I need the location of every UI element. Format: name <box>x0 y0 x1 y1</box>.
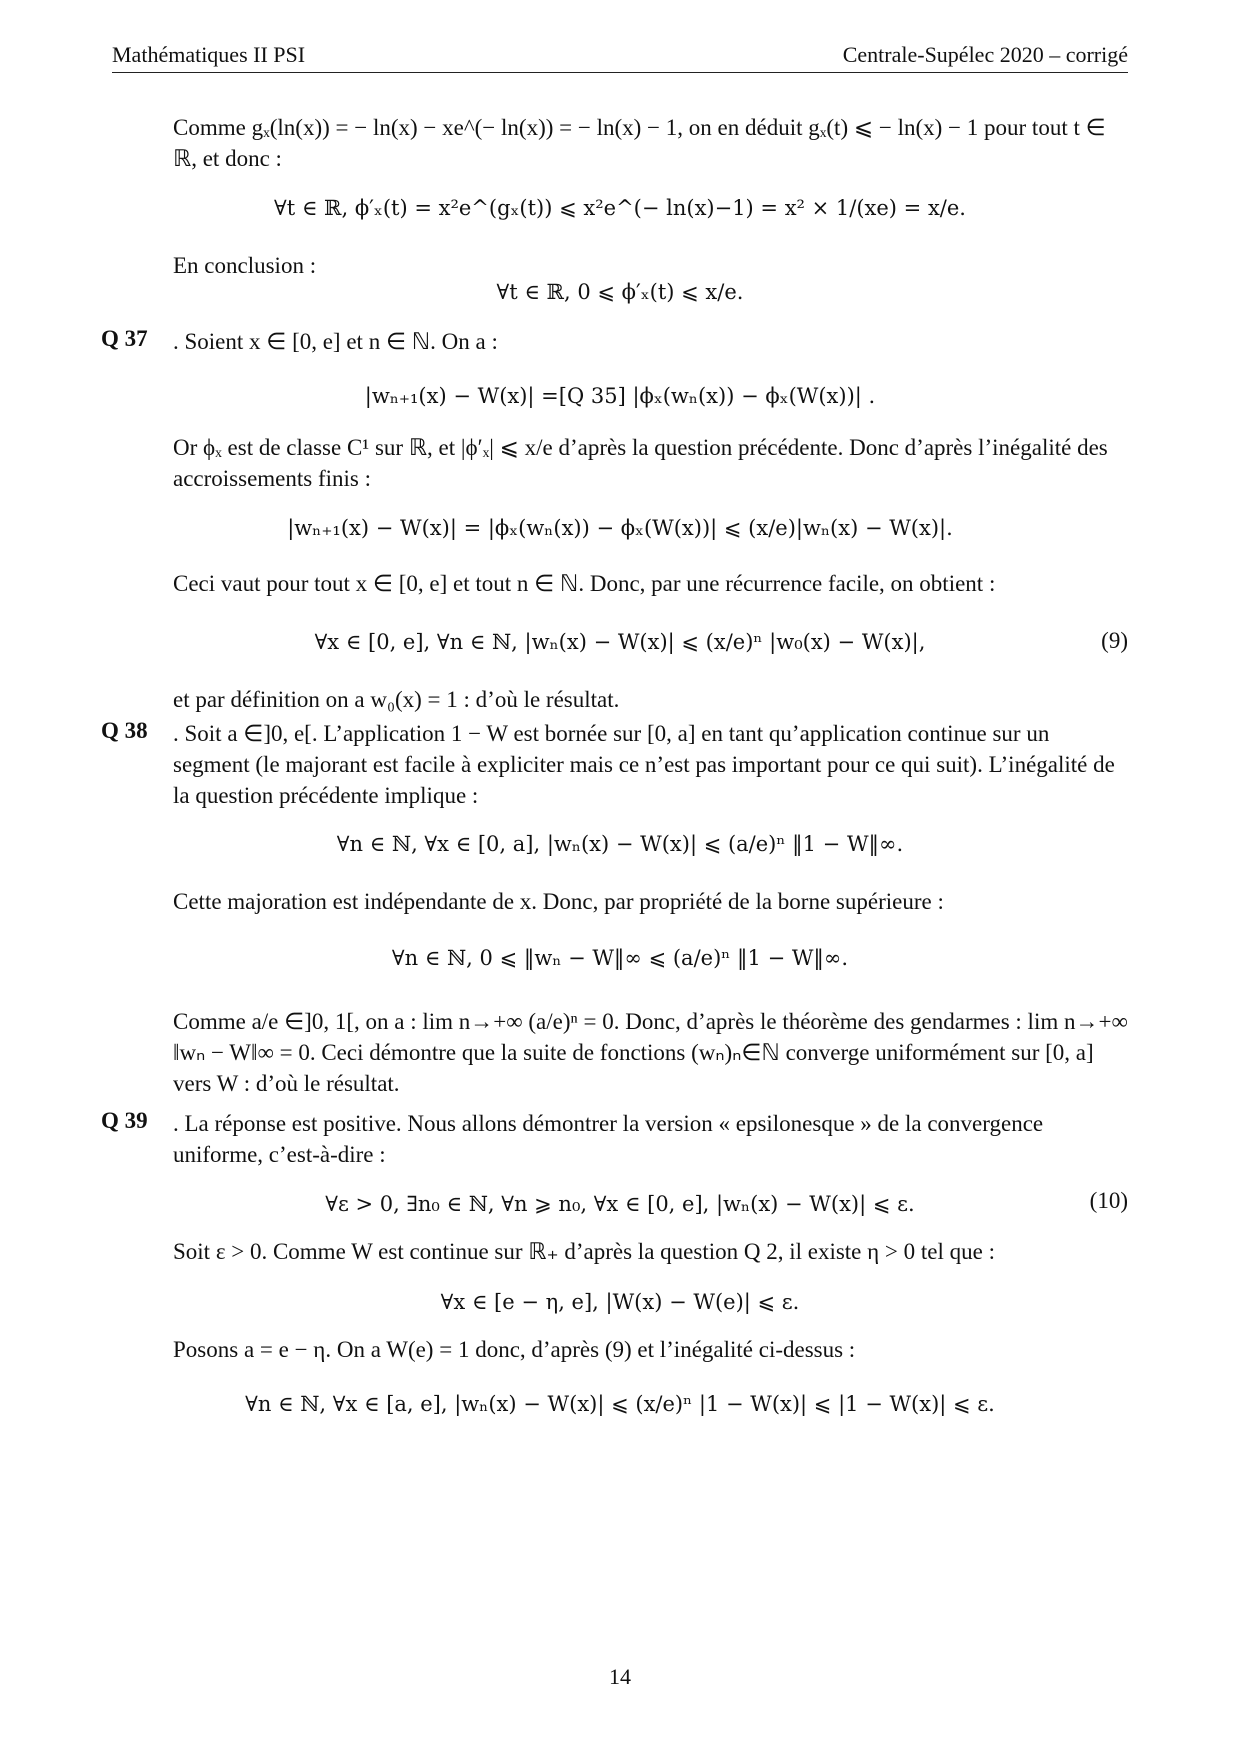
equation: ∀t ∈ ℝ, ϕ′ₓ(t) = x²e^(gₓ(t)) ⩽ x²e^(− ln(x)−1) = x² × 1/(xe) = x/e. <box>274 196 966 220</box>
question-label: Q 37 <box>101 326 148 351</box>
paragraph: Posons a = e − η. On a W(e) = 1 donc, d’après (9) et l’inégalité ci-dessus : <box>173 1337 856 1362</box>
page-number: 14 <box>609 1664 631 1689</box>
paragraph: Comme gₓ(ln(x)) = − ln(x) − xe^(− ln(x)) = − ln(x) − 1, on en déduit gₓ(t) ⩽ − ln(x) − 1 pour tout t ∈ ℝ, et donc : <box>173 115 1106 171</box>
paragraph: et par définition on a w₀(x) = 1 : d’où le résultat. <box>173 687 620 712</box>
paragraph: . Soit a ∈]0, e[. L’application 1 − W est bornée sur [0, a] en tant qu’application continue sur un segment (le majorant est facile à expliciter mais ce n’est pas important pour ce qui suit). L’inégalité de la question précédente implique : <box>173 721 1115 808</box>
equation-number: (9) <box>1101 628 1128 653</box>
paragraph: . La réponse est positive. Nous allons démontrer la version « epsilonesque » de la convergence uniforme, c’est-à-dire : <box>173 1111 1044 1167</box>
equation: ∀n ∈ ℕ, ∀x ∈ [0, a], |wₙ(x) − W(x)| ⩽ (a/e)ⁿ ‖1 − W‖∞. <box>336 832 904 856</box>
paragraph: Comme a/e ∈]0, 1[, on a : lim n→+∞ (a/e)ⁿ = 0. Donc, d’après le théorème des gendarmes : lim n→+∞ ‖wₙ − W‖∞ = 0. Ceci démontre que la suite de fonctions (wₙ)ₙ∈ℕ converge uniformément sur [0, a] vers W : d’où le résultat. <box>173 1009 1128 1096</box>
equation: ∀x ∈ [e − η, e], |W(x) − W(e)| ⩽ ε. <box>440 1290 800 1314</box>
equation-number: (10) <box>1089 1188 1128 1213</box>
equation: ∀t ∈ ℝ, 0 ⩽ ϕ′ₓ(t) ⩽ x/e. <box>496 280 744 304</box>
header-left: Mathématiques II PSI <box>112 42 306 67</box>
question-label: Q 38 <box>101 718 148 743</box>
equation: |wₙ₊₁(x) − W(x)| = |ϕₓ(wₙ(x)) − ϕₓ(W(x))| ⩽ (x/e)|wₙ(x) − W(x)|. <box>287 516 953 540</box>
paragraph: Ceci vaut pour tout x ∈ [0, e] et tout n ∈ ℕ. Donc, par une récurrence facile, on obtient : <box>173 571 996 596</box>
equation: ∀ε > 0, ∃n₀ ∈ ℕ, ∀n ⩾ n₀, ∀x ∈ [0, e], |wₙ(x) − W(x)| ⩽ ε. <box>325 1192 915 1216</box>
paragraph: Or ϕₓ est de classe C¹ sur ℝ, et |ϕ′ₓ| ⩽ x/e d’après la question précédente. Donc d’après l’inégalité des accroissements finis : <box>173 435 1108 491</box>
question-label: Q 39 <box>101 1108 148 1133</box>
equation: ∀x ∈ [0, e], ∀n ∈ ℕ, |wₙ(x) − W(x)| ⩽ (x/e)ⁿ |w₀(x) − W(x)|, <box>314 630 926 654</box>
equation: ∀n ∈ ℕ, ∀x ∈ [a, e], |wₙ(x) − W(x)| ⩽ (x/e)ⁿ |1 − W(x)| ⩽ |1 − W(x)| ⩽ ε. <box>245 1392 995 1416</box>
page-header <box>112 40 1128 73</box>
paragraph: Cette majoration est indépendante de x. Donc, par propriété de la borne supérieure : <box>173 889 944 914</box>
paragraph: . Soient x ∈ [0, e] et n ∈ ℕ. On a : <box>173 329 498 354</box>
equation: |wₙ₊₁(x) − W(x)| =[Q 35] |ϕₓ(wₙ(x)) − ϕₓ(W(x))| . <box>364 384 876 408</box>
header-right: Centrale-Supélec 2020 – corrigé <box>842 42 1128 67</box>
equation: ∀n ∈ ℕ, 0 ⩽ ‖wₙ − W‖∞ ⩽ (a/e)ⁿ ‖1 − W‖∞. <box>391 946 849 970</box>
paragraph: Soit ε > 0. Comme W est continue sur ℝ₊ d’après la question Q 2, il existe η > 0 tel que : <box>173 1239 995 1264</box>
paragraph: En conclusion : <box>173 253 317 278</box>
